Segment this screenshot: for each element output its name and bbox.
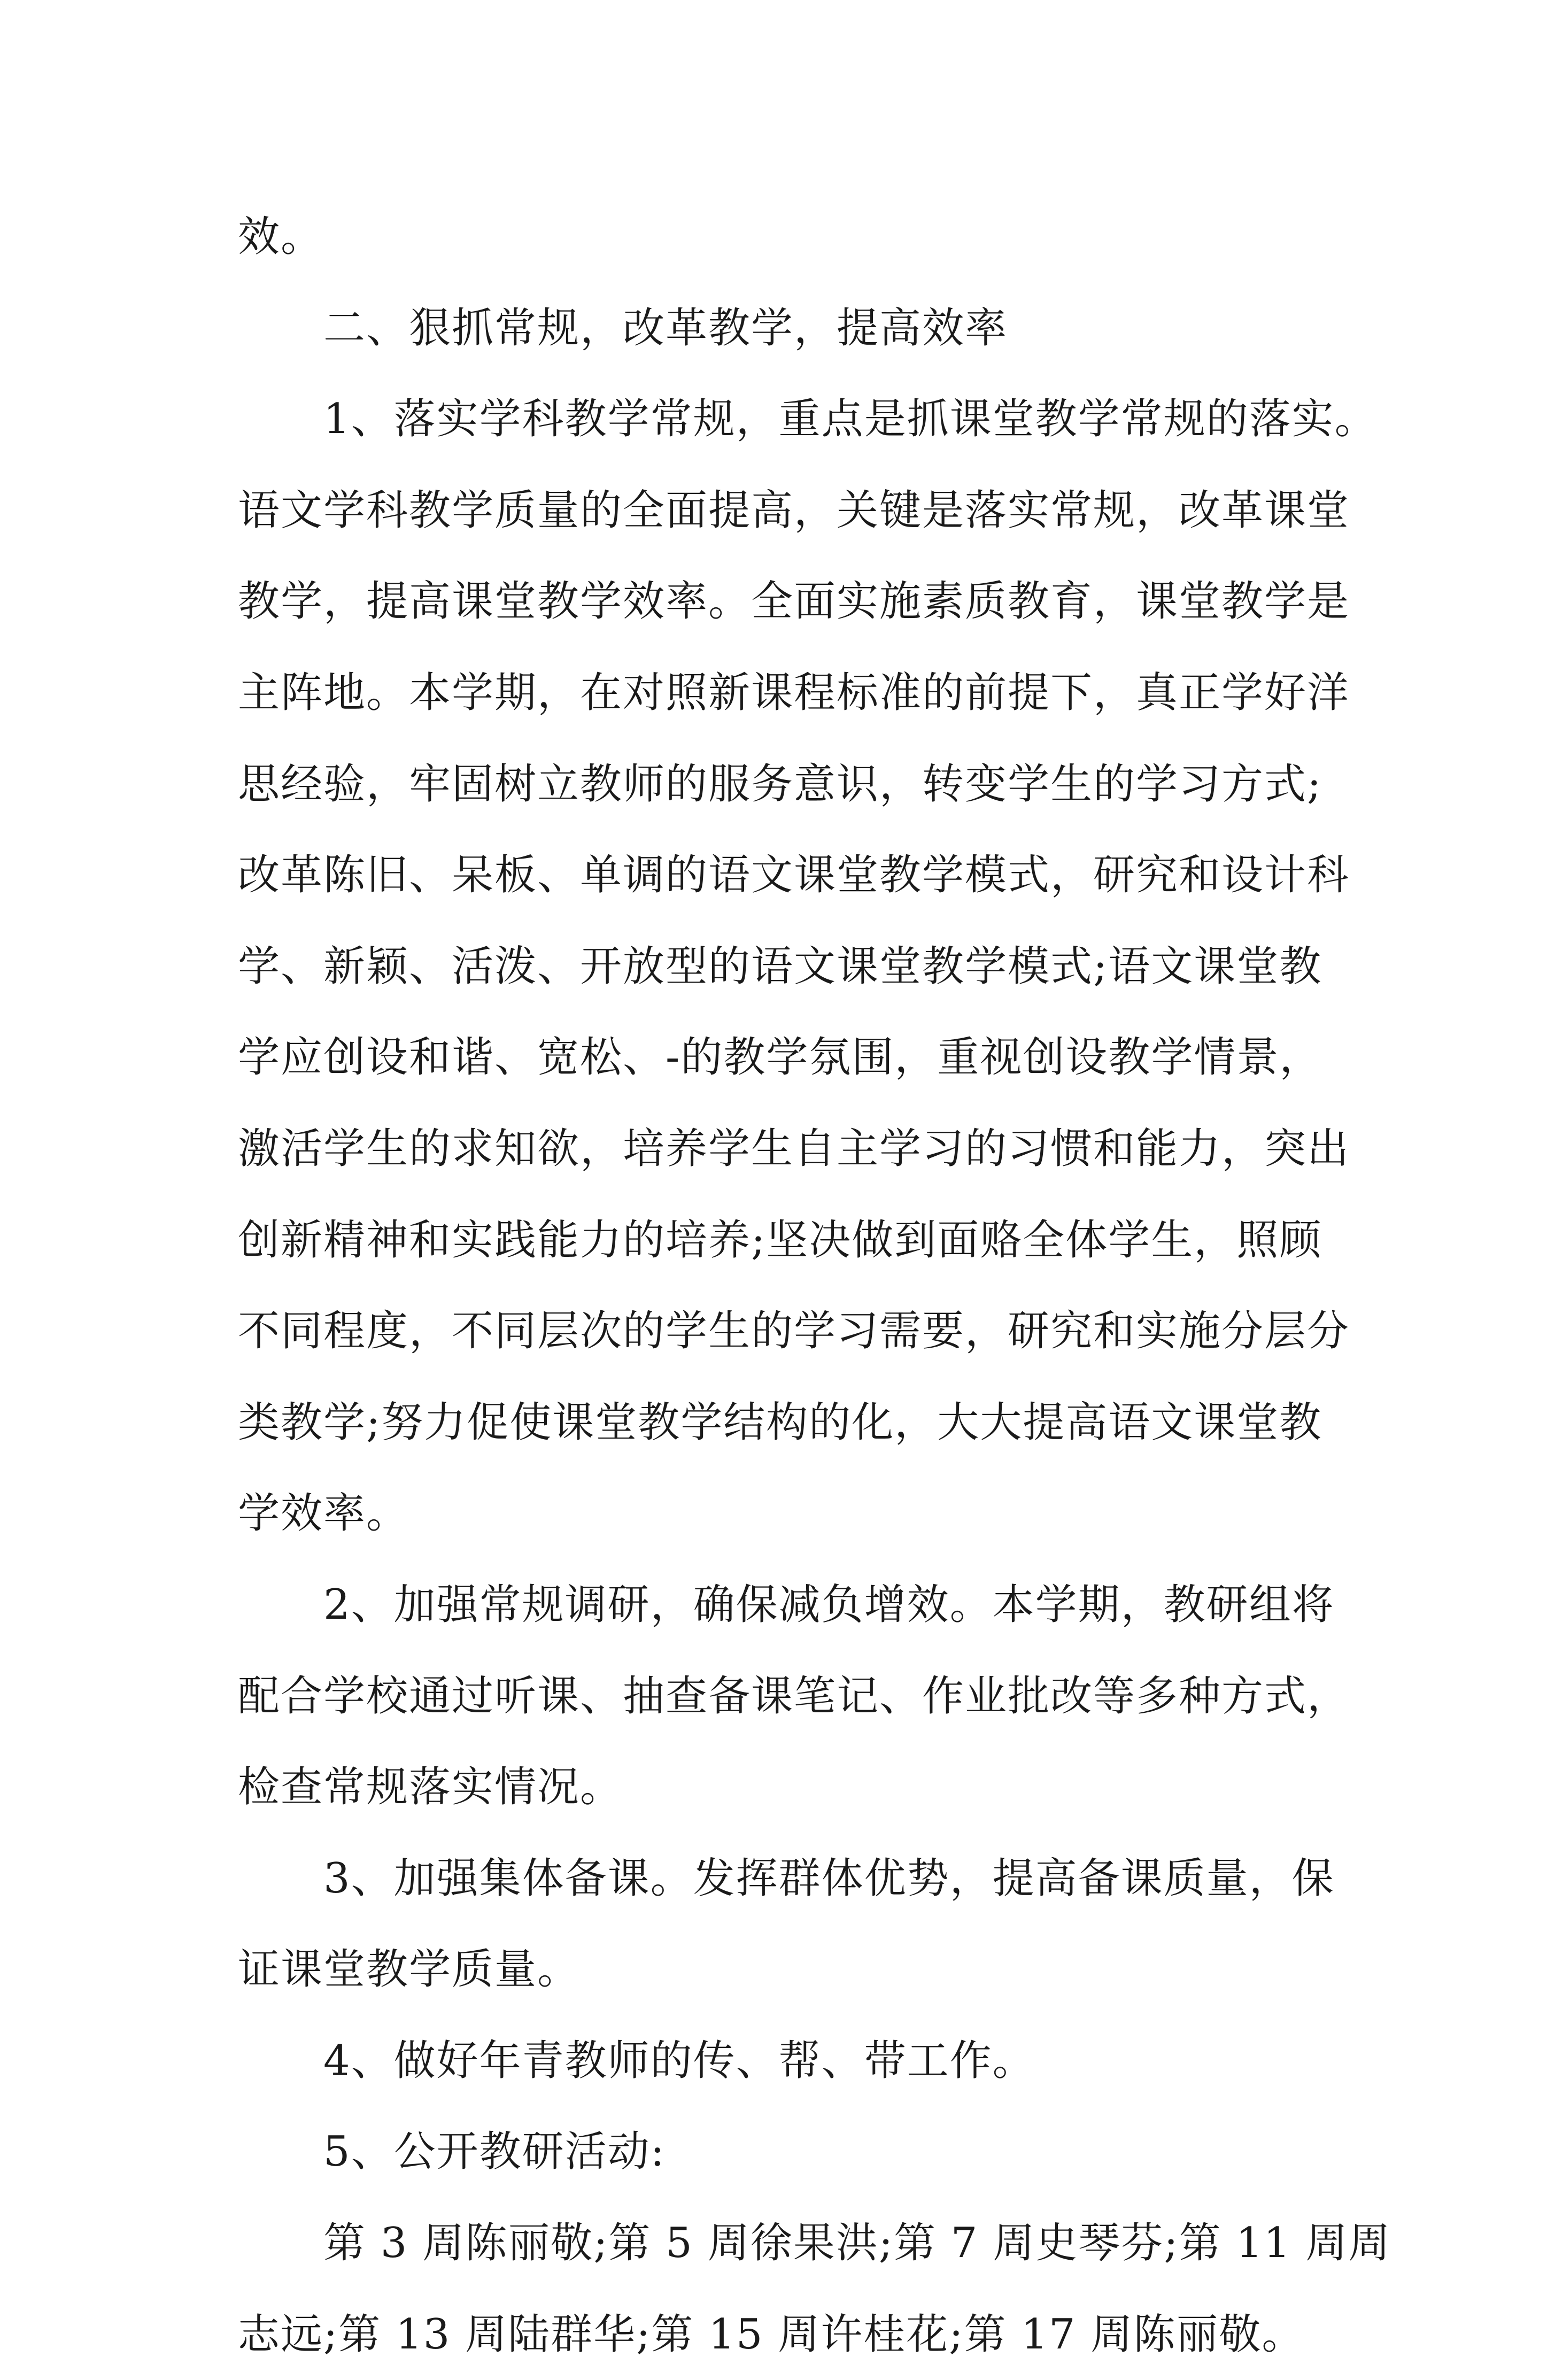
text-line: 3、加强集体备课。发挥群体优势，提高备课质量，保 — [323, 1854, 1335, 1903]
text-line: 2、加强常规调研，确保减负增效。本学期，教研组将 — [323, 1580, 1335, 1629]
text-line: 学效率。 — [238, 1489, 409, 1538]
text-line: 5、公开教研活动: — [323, 2128, 666, 2176]
section-heading: 二、狠抓常规，改革教学，提高效率 — [323, 304, 1008, 352]
text-line: 1、落实学科教学常规，重点是抓课堂教学常规的落实。 — [323, 395, 1378, 444]
text-line: 第 3 周陈丽敬;第 5 周徐果洪;第 7 周史琴芬;第 11 周周 — [323, 2219, 1391, 2268]
text-line: 学、新颖、活泼、开放型的语文课堂教学模式;语文课堂教 — [238, 942, 1322, 991]
text-line: 检查常规落实情况。 — [238, 1763, 623, 1812]
text-line: 类教学;努力促使课堂教学结构的化，大大提高语文课堂教 — [238, 1398, 1322, 1447]
text-line: 创新精神和实践能力的培养;坚决做到面赂全体学生，照顾 — [238, 1216, 1322, 1264]
text-line: 改革陈旧、呆板、单调的语文课堂教学模式，研究和设计科 — [238, 851, 1350, 900]
document-body — [238, 191, 1391, 2380]
text-line: 不同程度，不同层次的学生的学习需要，研究和实施分层分 — [238, 1307, 1350, 1356]
text-line: 志远;第 13 周陆群华;第 15 周许桂花;第 17 周陈丽敬。 — [238, 2310, 1305, 2359]
text-line: 配合学校通过听课、抽查备课笔记、作业批改等多种方式， — [238, 1672, 1350, 1720]
text-line: 主阵地。本学期，在对照新课程标准的前提下，真正学好洋 — [238, 668, 1350, 717]
text-line: 语文学科教学质量的全面提高，关键是落实常规，改革课堂 — [238, 486, 1350, 535]
text-line: 4、做好年青教师的传、帮、带工作。 — [323, 2036, 1035, 2085]
text-line: 思经验，牢固树立教师的服务意识，转变学生的学习方式; — [238, 760, 1322, 808]
text-line: 学应创设和谐、宽松、-的教学氛围，重视创设教学情景， — [238, 1033, 1322, 1082]
text-line: 效。 — [238, 213, 324, 261]
text-line: 教学，提高课堂教学效率。全面实施素质教育，课堂教学是 — [238, 577, 1350, 626]
text-line: 激活学生的求知欲，培养学生自主学习的习惯和能力，突出 — [238, 1124, 1350, 1173]
text-line: 证课堂教学质量。 — [238, 1945, 581, 1994]
